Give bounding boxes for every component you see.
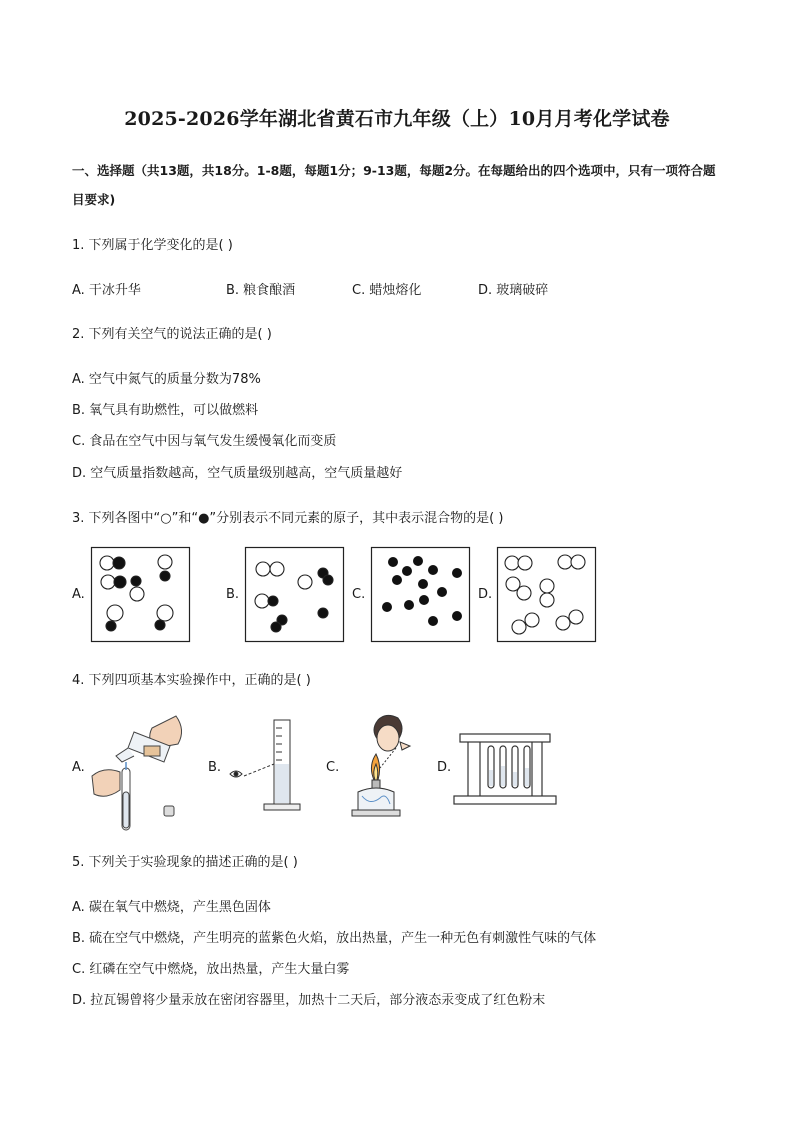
question-1-option-d[interactable]: D. 玻璃破碎 (478, 283, 549, 298)
particle-box-c[interactable] (371, 547, 471, 643)
question-3-option-a-label[interactable]: A. (72, 587, 85, 602)
question-4-option-a-label[interactable]: A. (72, 760, 85, 775)
question-1-option-c[interactable]: C. 蜡烛熔化 (352, 283, 422, 298)
question-3-option-b-label[interactable]: B. (226, 587, 240, 602)
graduated-cylinder-illustration[interactable] (224, 718, 314, 814)
question-4-option-c-label[interactable]: C. (326, 760, 340, 775)
question-3-stem: 3. 下列各图中“○”和“●”分别表示不同元素的原子，其中表示混合物的是( ) (72, 511, 504, 526)
particle-box-d[interactable] (497, 547, 597, 643)
question-2-option-c[interactable]: C. 食品在空气中因与氧气发生缓慢氧化而变质 (72, 434, 337, 449)
question-4-option-b-label[interactable]: B. (208, 760, 222, 775)
question-1-option-b[interactable]: B. 粮食酿酒 (226, 283, 296, 298)
question-2-option-a[interactable]: A. 空气中氮气的质量分数为78% (72, 372, 261, 387)
question-2-option-d[interactable]: D. 空气质量指数越高，空气质量级别越高，空气质量越好 (72, 466, 403, 481)
particle-box-a[interactable] (91, 547, 191, 643)
particle-box-b[interactable] (245, 547, 345, 643)
question-1-option-a[interactable]: A. 干冰升华 (72, 283, 141, 298)
question-2-stem: 2. 下列有关空气的说法正确的是( ) (72, 327, 272, 342)
test-tube-rack-illustration[interactable] (452, 726, 556, 808)
section-heading: 一、选择题（共13题，共18分。1-8题，每题1分；9-13题，每题2分。在每题给出的四个选项中，只有一项符合题目要求) (72, 163, 716, 207)
question-5-option-d[interactable]: D. 拉瓦锡曾将少量汞放在密闭容器里，加热十二天后，部分液态汞变成了红色粉末 (72, 993, 546, 1008)
question-5-option-a[interactable]: A. 碳在氧气中燃烧，产生黑色固体 (72, 900, 271, 915)
question-3-option-d-label[interactable]: D. (478, 587, 493, 602)
question-4-stem: 4. 下列四项基本实验操作中，正确的是( ) (72, 673, 311, 688)
question-5-option-c[interactable]: C. 红磷在空气中燃烧，放出热量，产生大量白雾 (72, 962, 350, 977)
question-5-option-b[interactable]: B. 硫在空气中燃烧，产生明亮的蓝紫色火焰，放出热量，产生一种无色有刺激性气味的气体 (72, 931, 597, 946)
question-2-option-b[interactable]: B. 氧气具有助燃性，可以做燃料 (72, 403, 259, 418)
question-5-stem: 5. 下列关于实验现象的描述正确的是( ) (72, 855, 298, 870)
exam-title: 2025-2026学年湖北省黄石市九年级（上）10月月考化学试卷 (124, 108, 670, 130)
alcohol-lamp-illustration[interactable] (340, 712, 432, 822)
question-1-stem: 1. 下列属于化学变化的是( ) (72, 238, 233, 253)
question-4-option-d-label[interactable]: D. (437, 760, 452, 775)
pouring-liquid-illustration[interactable] (86, 710, 190, 826)
question-3-option-c-label[interactable]: C. (352, 587, 366, 602)
